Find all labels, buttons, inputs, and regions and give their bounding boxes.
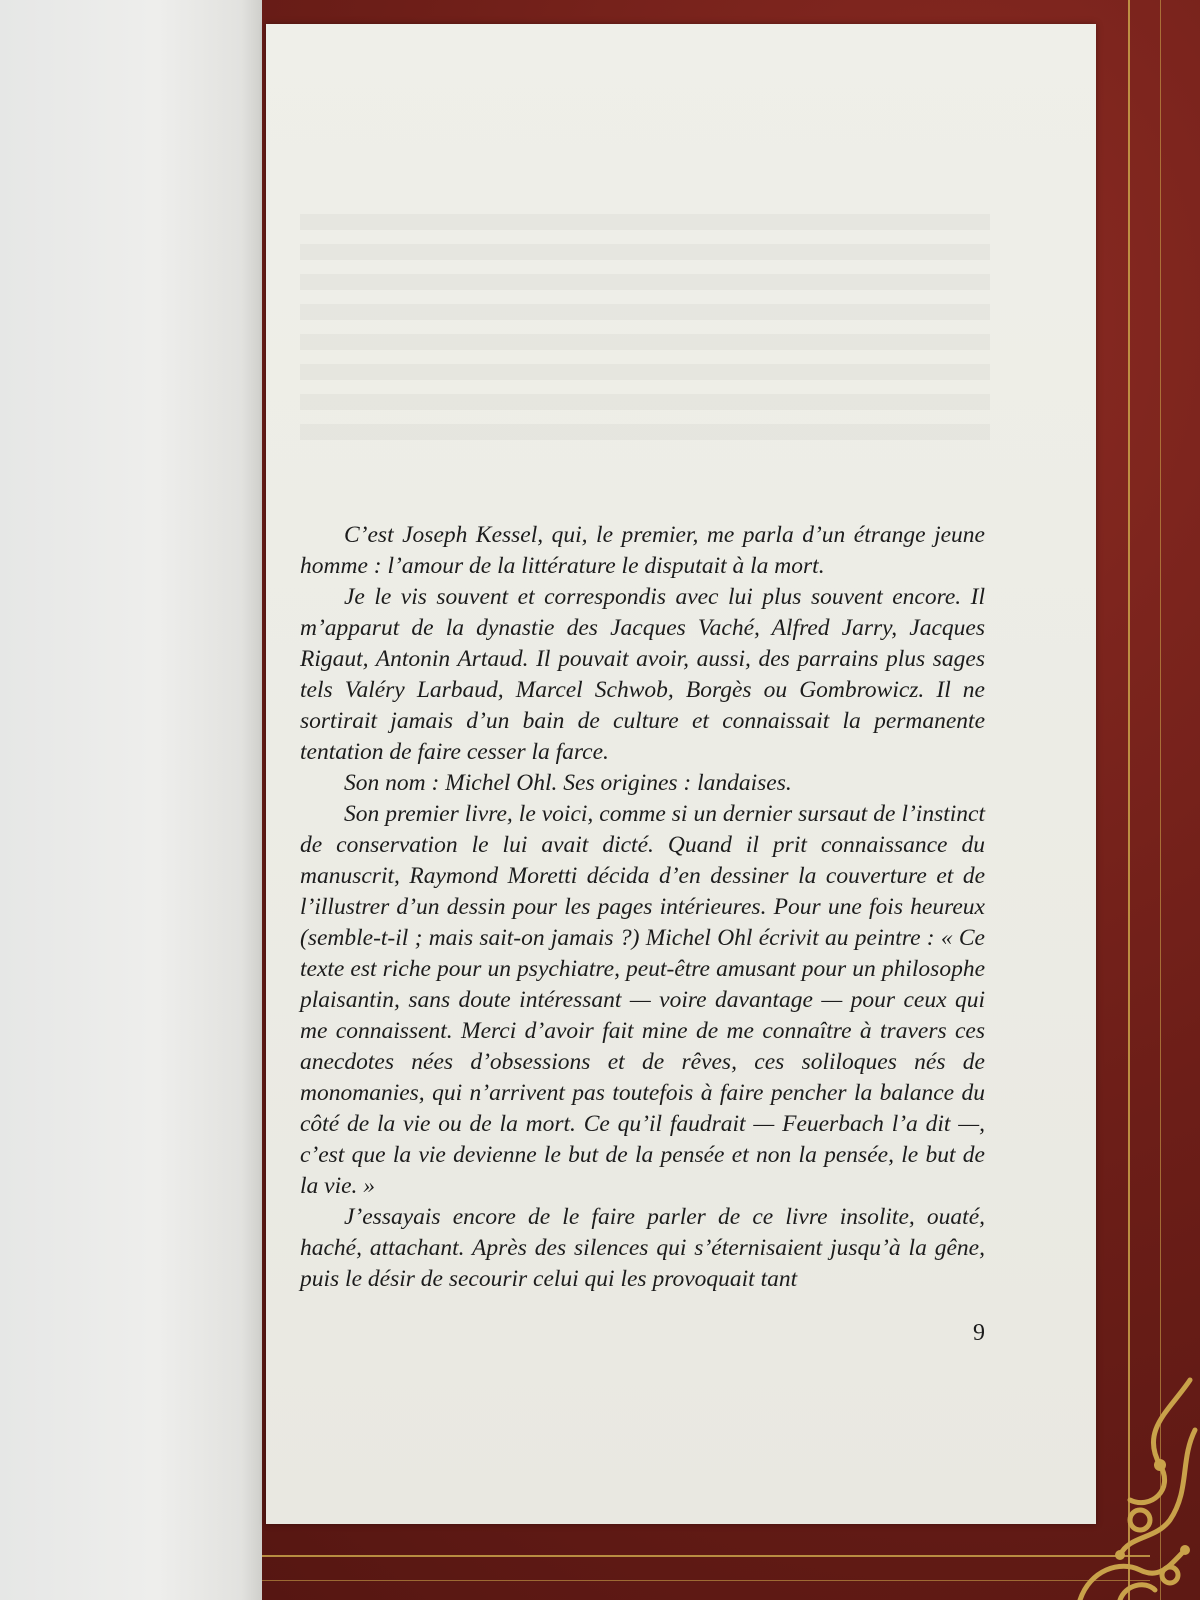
paragraph: Son nom : Michel Ohl. Ses origines : landaises. xyxy=(344,770,792,796)
gilt-border-line xyxy=(250,1555,1150,1557)
show-through-text xyxy=(300,200,990,440)
paragraph: Je le vis souvent et correspondis avec lui plus souvent encore. Il m’apparut de la dynastie des Jacques Vaché, Alfred Jarry, Jacques Rigaut, Antonin Artaud. Il pouvait avoir, aussi, des parrains plus sages tels Valéry Larbaud, Marcel Schwob, Borgès ou Gombrowicz. Il ne sortirait jamais d’un bain de culture et connaissait la permanente tentation de faire cesser la farce. xyxy=(300,584,985,765)
gilt-border-line xyxy=(1128,0,1130,1600)
left-blank-page xyxy=(0,0,262,1600)
gilt-border-line xyxy=(250,1580,1150,1581)
gilt-border-line xyxy=(1160,0,1161,1600)
paragraph: C’est Joseph Kessel, qui, le premier, me parla d’un étrange jeune homme : l’amour de la littérature le disputait à la mort. xyxy=(300,522,985,579)
page-number: 9 xyxy=(973,1320,985,1346)
paragraph: Son premier livre, le voici, comme si un dernier sursaut de l’instinct de conservation le lui avait dicté. Quand il prit connaissance du manuscrit, Raymond Moretti décida d’en dessiner la couverture et de l’illustrer d’un dessin pour les pages intérieures. Pour une fois heureux (semble-t-il ; mais sait-on jamais ?) Michel Ohl écrivit au peintre : « Ce texte est riche pour un psychiatre, peut-être amusant pour un philosophe plaisantin, sans doute intéressant — voire davantage — pour ceux qui me connaissent. Merci d’avoir fait mine de me connaître à travers ces anecdotes nées d’obsessions et de rêves, ces soliloques nés de monomanies, qui n’arrivent pas toutefois à faire pencher la balance du côté de la vie ou de la mort. Ce qu’il faudrait — Feuerbach l’a dit —, c’est que la vie devienne le but de la pensée et non la pensée, le but de la vie. » xyxy=(300,801,985,1199)
paragraph: J’essayais encore de le faire parler de ce livre insolite, ouaté, haché, attachant. Après des silences qui s’éternisaient jusqu’à la gêne, puis le désir de secourir celui qui les provoquait tant xyxy=(300,1204,985,1292)
body-text xyxy=(300,520,985,1295)
